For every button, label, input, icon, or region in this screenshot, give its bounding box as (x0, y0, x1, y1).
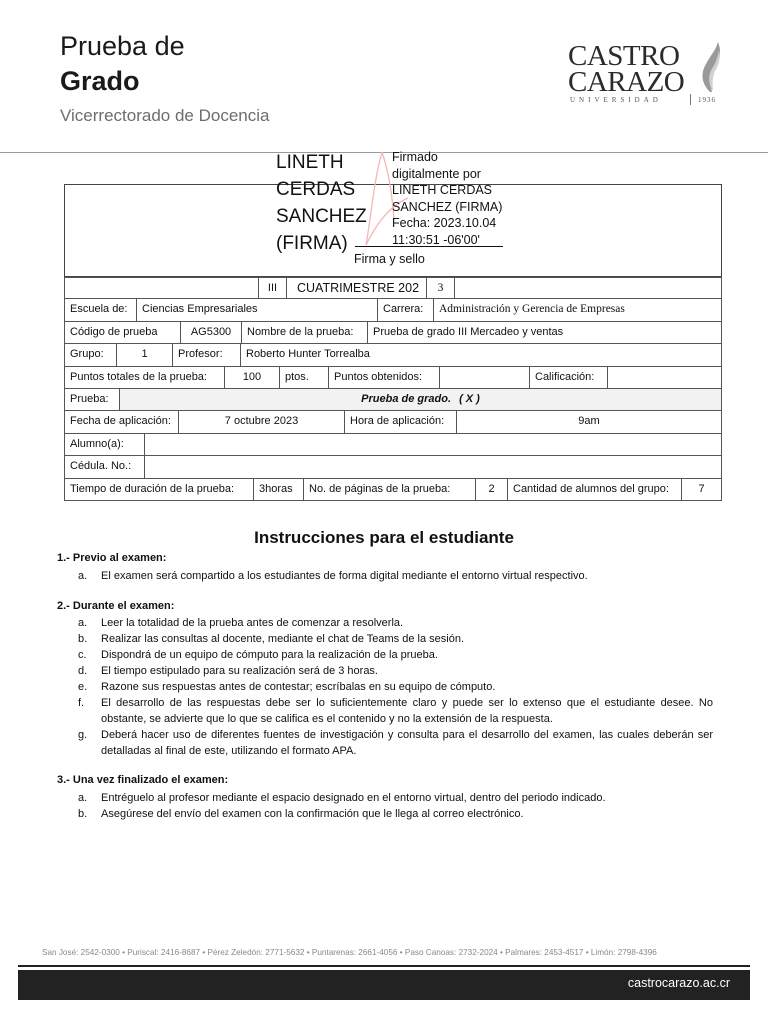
duration-value: 3horas (254, 479, 304, 501)
page-title-line2: Grado (60, 66, 140, 96)
signature-detail-line: Fecha: 2023.10.04 (392, 216, 497, 230)
period-value: 3 (427, 277, 455, 299)
item-text: El desarrollo de las respuestas debe ser lo suficientemente claro y puede ser lo extenso que el estudiante desee. No obstante, se advierte que lo que se califica es el contenido y no la extensión de la respuesta. (101, 697, 713, 725)
signer-name-line: SANCHEZ (276, 206, 367, 227)
date-value: 7 octubre 2023 (179, 411, 345, 433)
test-name-label: Nombre de la prueba: (242, 322, 368, 344)
student-field[interactable] (145, 434, 722, 456)
code-label: Código de prueba (65, 322, 181, 344)
signature-detail-line: Firmado (392, 150, 438, 164)
career-value: Administración y Gerencia de Empresas (434, 299, 722, 321)
footer-website-link[interactable]: castrocarazo.ac.cr (627, 976, 730, 990)
item-text: Razone sus respuestas antes de contestar; escríbalas en su equipo de cómputo. (101, 681, 496, 693)
logo-word-2: CARAZO (568, 66, 685, 98)
period-number: III (259, 277, 287, 299)
signer-name-line: LINETH (276, 152, 344, 173)
points-label: Puntos totales de la prueba: (65, 367, 225, 389)
signature-detail-line: SANCHEZ (FIRMA) (392, 199, 503, 214)
logo-tagline: UNIVERSIDAD (570, 96, 662, 104)
table-row (64, 344, 722, 366)
students-label: Cantidad de alumnos del grupo: (508, 479, 682, 501)
item-text: Dispondrá de un equipo de cómputo para la realización de la prueba. (101, 649, 438, 661)
page-subtitle: Vicerrectorado de Docencia (60, 106, 270, 125)
grade-label: Calificación: (530, 367, 608, 389)
students-value: 7 (682, 479, 722, 501)
signature-detail-line: digitalmente por (392, 166, 481, 181)
logo-word-1: CASTRO (568, 40, 680, 72)
teacher-value: Roberto Hunter Torrealba (241, 344, 722, 366)
period-label: CUATRIMESTRE 202 (287, 277, 427, 299)
signer-name-line: CERDAS (276, 179, 356, 200)
pages-value: 2 (476, 479, 508, 501)
signature-line (355, 246, 503, 247)
points-unit: ptos. (280, 367, 329, 389)
footer-addresses: San José: 2542-0300 • Puriscal: 2416-8687 • Pérez Zeledón: 2771-5632 • Puntarenas: 2661-4056 • Paso Canoas: 2732-2024 • Palmares: 2453-4517 • Limón: 2798-4396 (42, 948, 657, 957)
logo-separator (690, 94, 691, 105)
test-name-value: Prueba de grado III Mercadeo y ventas (368, 322, 722, 344)
signature-details (392, 149, 522, 248)
time-label: Hora de aplicación: (345, 411, 457, 433)
item-letter: a. (78, 617, 88, 629)
date-label: Fecha de aplicación: (65, 411, 179, 433)
page-title-line1: Prueba de (60, 31, 185, 61)
grade-field[interactable] (608, 367, 722, 389)
table-row (64, 456, 722, 478)
table-row (64, 411, 722, 433)
table-cell-empty (65, 277, 259, 299)
table-row (64, 434, 722, 456)
exam-info-table (64, 277, 722, 501)
item-letter: b. (78, 633, 88, 645)
item-text: Leer la totalidad de la prueba antes de comenzar a resolverla. (101, 617, 404, 629)
signature-detail-line: 11:30:51 -06'00' (392, 232, 480, 247)
time-value: 9am (457, 411, 722, 433)
signature-caption: Firma y sello (354, 252, 425, 266)
item-letter: c. (78, 649, 87, 661)
pages-label: No. de páginas de la prueba: (304, 479, 476, 501)
item-letter: d. (78, 665, 88, 677)
signer-name-line: (FIRMA) (276, 233, 348, 254)
signature-detail-line: LINETH CERDAS (392, 183, 493, 197)
test-type-value (120, 389, 722, 411)
instructions-title: Instrucciones para el estudiante (254, 528, 514, 547)
school-value: Ciencias Empresariales (137, 299, 378, 321)
points-value: 100 (225, 367, 280, 389)
item-letter: b. (78, 808, 88, 820)
footer-divider (18, 965, 750, 967)
section-heading: 3.- Una vez finalizado el examen: (57, 774, 229, 786)
code-value: AG5300 (181, 322, 242, 344)
student-label: Alumno(a): (65, 434, 145, 456)
table-row (64, 322, 722, 344)
item-text: El tiempo estipulado para su realización será de 3 horas. (101, 665, 378, 677)
table-row (64, 367, 722, 389)
test-type-text: Prueba de grado. (361, 392, 451, 405)
table-row (64, 299, 722, 321)
item-text: Realizar las consultas al docente, mediante el chat de Teams de la sesión. (101, 633, 465, 645)
item-text: Deberá hacer uso de diferentes fuentes de investigación y consulta para el desarrollo del examen, las cuales deberán ser detalladas al final de este, utilizando el formato APA. (101, 729, 713, 757)
flame-icon (694, 40, 724, 94)
table-cell-empty (455, 277, 722, 299)
test-type-mark: ( X ) (459, 392, 480, 405)
university-logo (566, 40, 726, 110)
group-value: 1 (117, 344, 173, 366)
item-letter: g. (78, 729, 88, 741)
table-row (64, 389, 722, 411)
item-letter: e. (78, 681, 88, 693)
table-row (64, 479, 722, 501)
points-obtained-field[interactable] (440, 367, 530, 389)
item-text: El examen será compartido a los estudiantes de forma digital mediante el entorno virtual respectivo. (101, 570, 588, 582)
table-row (64, 277, 722, 299)
item-text: Asegúrese del envío del examen con la confirmación que le llega al correo electrónico. (101, 808, 524, 820)
item-text: Entréguelo al profesor mediante el espacio designado en el entorno virtual, dentro del periodo indicado. (101, 792, 606, 804)
item-letter: a. (78, 570, 88, 582)
school-label: Escuela de: (65, 299, 137, 321)
id-label: Cédula. No.: (65, 456, 145, 478)
group-label: Grupo: (65, 344, 117, 366)
item-letter: a. (78, 792, 88, 804)
logo-year: 1936 (698, 96, 716, 104)
teacher-label: Profesor: (173, 344, 241, 366)
career-label: Carrera: (378, 299, 434, 321)
points-obtained-label: Puntos obtenidos: (329, 367, 440, 389)
duration-label: Tiempo de duración de la prueba: (65, 479, 254, 501)
id-field[interactable] (145, 456, 722, 478)
signer-name (276, 149, 386, 257)
item-letter: f. (78, 697, 85, 709)
test-type-label: Prueba: (65, 389, 120, 411)
section-heading: 1.- Previo al examen: (57, 552, 167, 564)
section-heading: 2.- Durante el examen: (57, 600, 175, 612)
